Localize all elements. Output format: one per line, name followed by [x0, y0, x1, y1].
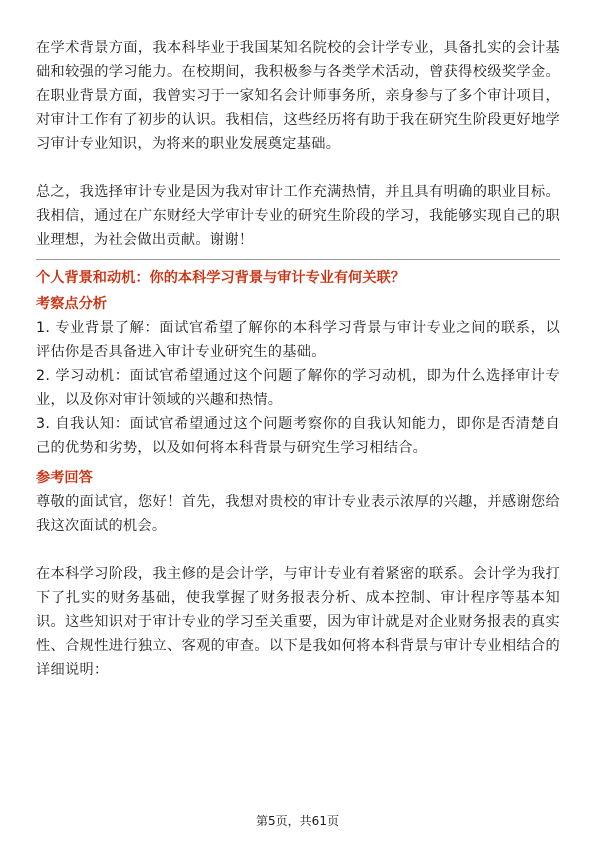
- intro-paragraph-academic: 在学术背景方面，我本科毕业于我国某知名院校的会计学专业，具备扎实的会计基础和较强的学习能力。在校期间，我积极参与各类学术活动，曾获得校级奖学金。在职业背景方面，我曾实习于一家知名会计师事务所，亲身参与了多个审计项目，对审计工作有了初步的认识。我相信，这些经历将有助于我在研究生阶段更好地学习审计专业知识，为将来的职业发展奠定基础。: [36, 40, 560, 152]
- analysis-item-2: 2. 学习动机：面试官希望通过这个问题了解你的学习动机，即为什么选择审计专业，以及你对审计领域的兴趣和热情。: [36, 368, 560, 408]
- answer-paragraph-background: 在本科学习阶段，我主修的是会计学，与审计专业有着紧密的联系。会计学为我打下了扎实的财务基础，使我掌握了财务报表分析、成本控制、审计程序等基本知识。这些知识对于审计专业的学习至关重要，因为审计就是对企业财务报表的真实性、合规性进行独立、客观的审查。以下是我如何将本科背景与审计专业相结合的详细说明：: [36, 566, 560, 678]
- answer-heading: 参考回答: [36, 470, 93, 486]
- analysis-heading: 考察点分析: [36, 296, 107, 312]
- paragraph-spacer: [36, 538, 560, 562]
- paragraph-spacer: [36, 156, 560, 180]
- page-number-footer: 第5页，共61页: [256, 814, 339, 828]
- section-divider: [36, 259, 560, 260]
- analysis-item-3: 3. 自我认知：面试官希望通过这个问题考察你的自我认知能力，即你是否清楚自己的优势和劣势，以及如何将本科背景与研究生学习相结合。: [36, 416, 560, 456]
- analysis-item-1: 1. 专业背景了解：面试官希望了解你的本科学习背景与审计专业之间的联系，以评估你是否具备进入审计专业研究生的基础。: [36, 320, 560, 360]
- interview-question: 个人背景和动机：你的本科学习背景与审计专业有何关联？: [36, 270, 405, 286]
- page-content: [36, 36, 560, 682]
- answer-paragraph-greeting: 尊敬的面试官，您好！首先，我想对贵校的审计专业表示浓厚的兴趣，并感谢您给我这次面试的机会。: [36, 494, 560, 534]
- intro-paragraph-conclusion: 总之，我选择审计专业是因为我对审计工作充满热情，并且具有明确的职业目标。我相信，通过在广东财经大学审计专业的研究生阶段的学习，我能够实现自己的职业理想，为社会做出贡献。谢谢！: [36, 184, 560, 248]
